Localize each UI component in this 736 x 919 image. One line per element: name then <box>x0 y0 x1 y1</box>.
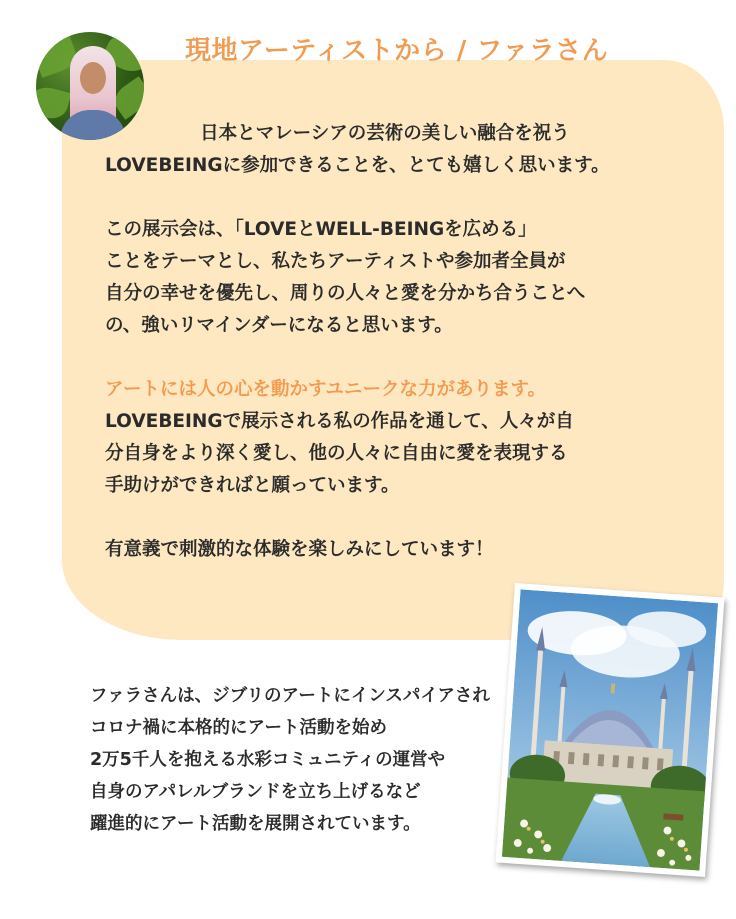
message-line: の、強いリマインダーになると思います。 <box>105 315 453 336</box>
message-line: LOVEBEINGに参加できることを、とても嬉しく思います。 <box>105 155 610 176</box>
artist-caption <box>90 680 510 840</box>
message-line: 自分の幸せを優先し、周りの人々と愛を分かち合うことへ <box>105 283 586 304</box>
caption-line: 自身のアパレルブランドを立ち上げるなど <box>90 782 421 802</box>
caption-line: 躍進的にアート活動を展開されています。 <box>90 814 421 834</box>
message-line: 分自身をより深く愛し、他の人々に自由に愛を表現する <box>105 443 568 464</box>
message-line: この展示会は、「LOVEとWELL-BEINGを広める」 <box>105 219 537 240</box>
mosque-painting-image <box>502 589 718 870</box>
caption-line: コロナ禍に本格的にアート活動を始め <box>90 718 387 738</box>
mosque-painting <box>495 583 724 877</box>
message-line: 日本とマレーシアの芸術の美しい融合を祝う <box>200 123 570 144</box>
page-title: 現地アーティストから / ファラさん <box>185 36 609 66</box>
face <box>80 62 106 94</box>
message-line: 手助けができればと願っています。 <box>105 475 400 496</box>
caption-line: 2万5千人を抱える水彩コミュニティの運営や <box>90 750 446 770</box>
message-line: ことをテーマとし、私たちアーティストや参加者全員が <box>105 251 566 272</box>
caption-line: ファラさんは、ジブリのアートにインスパイアされ <box>90 686 490 706</box>
message-line: 有意義で刺激的な体験を楽しみにしています！ <box>105 539 494 560</box>
message-body <box>105 118 665 566</box>
message-highlight: アートには人の心を動かすユニークな力があります。 <box>105 379 547 400</box>
message-line: LOVEBEINGで展示される私の作品を通して、人々が自 <box>105 411 574 432</box>
